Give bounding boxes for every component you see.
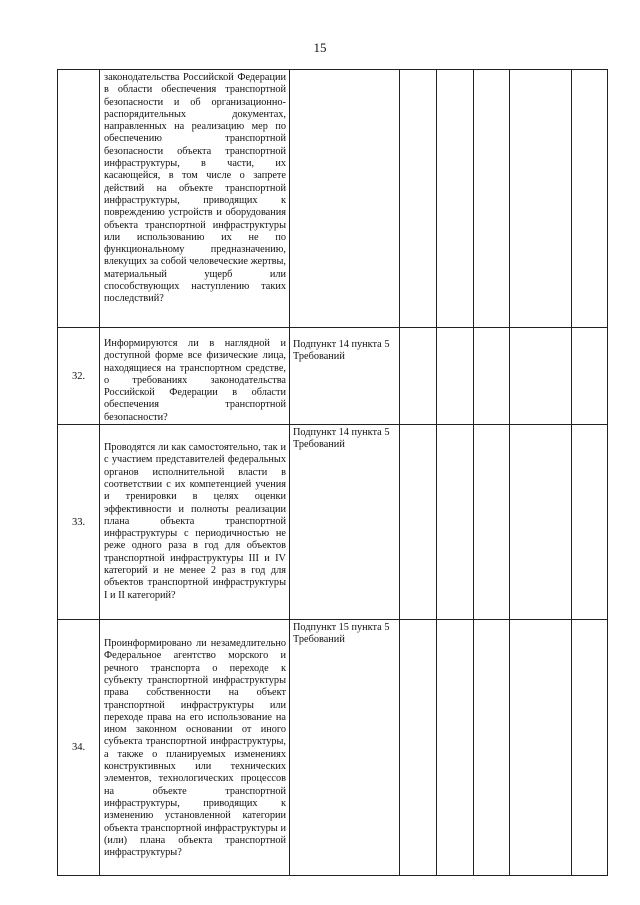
row-number: 32. (58, 328, 100, 425)
requirement-text: законодательства Российской Федерации в области обеспечения транспортной безопасности и об организационно-распорядительных документах, направленных на реализацию мер по обеспечению транспортной безопасности объекта транспортной инфраструктуры, в части, их касающейся, в том числе о запрете действий на объекте транспортной инфраструктуры, приводящих к повреждению устройств и оборудования объекта транспортной инфраструктуры или использованию их не по функциональному предназначению, влекущих за собой человеческие жертвы, материальный ущерб или способствующих наступлению таких последствий? (104, 72, 286, 305)
answer-cell-no[interactable] (437, 70, 474, 328)
table-row (58, 70, 608, 328)
answer-cell-yes[interactable] (400, 425, 437, 620)
legal-reference: Подпункт 14 пункта 5 Требований (293, 427, 390, 451)
answer-cell-yes[interactable] (400, 70, 437, 328)
row-number (58, 70, 100, 328)
answer-cell-comment[interactable] (510, 425, 572, 620)
answer-cell-comment[interactable] (510, 70, 572, 328)
checklist-table (57, 69, 608, 876)
legal-reference: Подпункт 15 пункта 5 Требований (293, 622, 390, 646)
answer-cell-yes[interactable] (400, 620, 437, 876)
table-row (58, 620, 608, 876)
answer-cell-not-applicable[interactable] (474, 425, 510, 620)
answer-cell-extra[interactable] (572, 620, 608, 876)
table-row (58, 328, 608, 425)
legal-reference (290, 70, 400, 328)
row-number: 34. (58, 620, 100, 876)
answer-cell-extra[interactable] (572, 328, 608, 425)
answer-cell-no[interactable] (437, 328, 474, 425)
answer-cell-not-applicable[interactable] (474, 620, 510, 876)
answer-cell-not-applicable[interactable] (474, 70, 510, 328)
requirement-text: Проводятся ли как самостоятельно, так и с участием представителей федеральных органов исполнительной власти в соответствии с их компетенцией учения и тренировки в целях оценки эффективности и полноты реализации плана объекта транспортной инфраструктуры с периодичностью не реже одного раза в год для объектов транспортной инфраструктуры III и IV категорий и не менее 2 раз в год для объектов транспортной инфраструктуры I и II категорий? (104, 442, 286, 601)
row-number: 33. (58, 425, 100, 620)
table-row (58, 425, 608, 620)
answer-cell-extra[interactable] (572, 425, 608, 620)
answer-cell-not-applicable[interactable] (474, 328, 510, 425)
answer-cell-no[interactable] (437, 425, 474, 620)
answer-cell-extra[interactable] (572, 70, 608, 328)
page-number: 15 (313, 40, 327, 55)
answer-cell-yes[interactable] (400, 328, 437, 425)
requirement-text: Информируются ли в наглядной и доступной форме все физические лица, находящиеся на транспортном средстве, о требованиях законодательства Российской Федерации в области обеспечения транспортной безопасности? (104, 338, 286, 423)
legal-reference: Подпункт 14 пункта 5 Требований (293, 339, 390, 363)
requirement-text: Проинформировано ли незамедлительно Федеральное агентство морского и речного транспорта о переходе к субъекту транспортной инфраструктуры права собственности на объект транспортной инфраструктуры или переходе права на его использование на ином законном основании от иного субъекта транспортной инфраструктуры, а также о планируемых изменениях конструктивных или технических элементов, технологических процессов на объекте транспортной инфраструктуры, приводящих к изменению установленной категории объекта транспортной инфраструктуры и (или) плана объекта транспортной инфраструктуры? (104, 638, 286, 859)
answer-cell-comment[interactable] (510, 328, 572, 425)
answer-cell-no[interactable] (437, 620, 474, 876)
answer-cell-comment[interactable] (510, 620, 572, 876)
